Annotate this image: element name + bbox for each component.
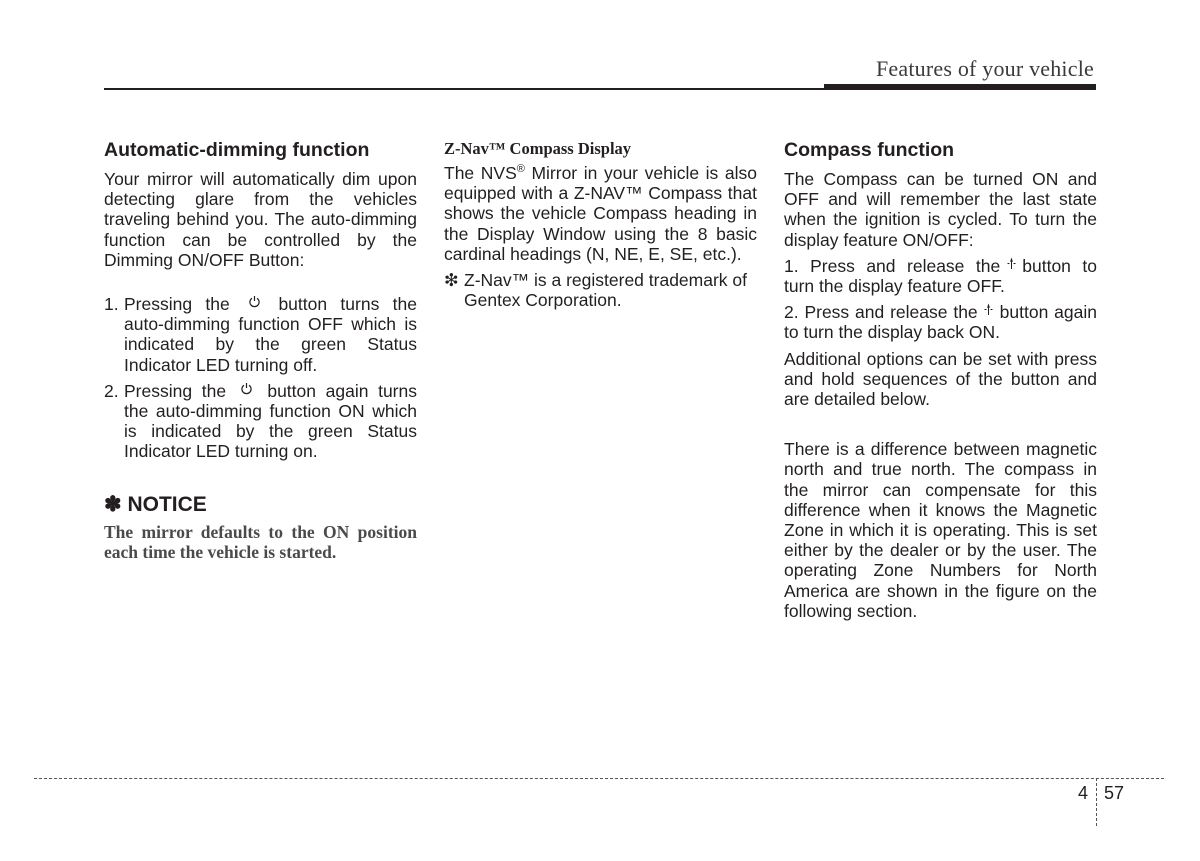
auto-dimming-intro: Your mirror will automatically dim upon detecting glare from the vehicles traveling behind you. The auto-dimming function can be controlled by the Dimming ON/OFF Button:	[104, 169, 417, 270]
registered-mark: ®	[516, 163, 525, 176]
section-title: Features of your vehicle	[875, 56, 1094, 81]
step-text: 2. Press and release the	[784, 302, 978, 323]
compass-magnetic-zone: There is a difference between magnetic north and true north. The compass in the mirror can compensate for this difference when it knows the Magnetic Zone in which it is operating. This is set either by the dealer or by the user. The operating Zone Numbers for North America are shown in the figure on the following section.	[784, 439, 1097, 621]
step-text: button to turn the display feature OFF.	[784, 255, 1097, 297]
heading-compass: Compass function	[784, 139, 955, 161]
footnote-marker: ❇	[444, 270, 459, 291]
heading-auto-dimming: Automatic-dimming function	[104, 139, 370, 161]
compass-icon	[982, 302, 996, 322]
footer-rule	[34, 778, 1164, 779]
step-number: 2.	[104, 380, 119, 401]
step-text: button again turns the auto-dimming function ON which is indicated by the green Status Indicator LED turning on.	[124, 380, 417, 462]
notice-icon: ✽	[104, 492, 122, 516]
chapter-number: 4	[1078, 783, 1089, 803]
compass-options: Additional options can be set with press and hold sequences of the button and are detailed below.	[784, 348, 1097, 410]
notice-title: NOTICE	[127, 492, 207, 516]
list-item	[104, 381, 417, 462]
notice-text: The mirror defaults to the ON position each time the vehicle is started.	[104, 521, 417, 562]
column-auto-dimming	[104, 137, 417, 562]
compass-step-2	[784, 302, 1097, 342]
header-rule-accent	[824, 84, 1096, 90]
trademark-footnote	[444, 270, 757, 310]
znav-text: Mirror in your vehicle is also equipped with a Z-NAV™ Compass that shows the vehicle Compass heading in the Display Window using the 8 basic cardinal headings (N, NE, E, SE, etc.).	[444, 163, 758, 264]
footer-divider	[1096, 778, 1097, 826]
compass-icon	[1004, 256, 1018, 276]
compass-step-1	[784, 256, 1097, 296]
step-number: 1.	[104, 294, 119, 315]
list-item	[104, 294, 417, 375]
power-icon	[247, 294, 261, 314]
znav-text: The NVS	[444, 163, 517, 183]
compass-intro: The Compass can be turned ON and OFF and will remember the last state when the ignition is cycled. To turn the display feature ON/OFF:	[784, 169, 1097, 250]
column-compass	[784, 137, 1097, 621]
heading-znav: Z-Nav™ Compass Display	[444, 139, 632, 158]
znav-paragraph	[444, 163, 757, 264]
column-znav	[444, 137, 757, 310]
power-icon	[240, 381, 254, 401]
notice-heading	[104, 492, 417, 518]
footnote-text: Z-Nav™ is a registered trademark of Gentex Corporation.	[464, 270, 748, 311]
page-number: 57	[1104, 783, 1125, 803]
step-text: button again to turn the display back ON.	[784, 302, 1097, 343]
step-text: 1. Press and release the	[784, 255, 1001, 276]
step-text: button turns the auto-dimming function OFF which is indicated by the green Status Indicator LED turning off.	[124, 294, 417, 375]
step-text: Pressing the	[124, 294, 230, 315]
step-text: Pressing the	[124, 380, 227, 401]
